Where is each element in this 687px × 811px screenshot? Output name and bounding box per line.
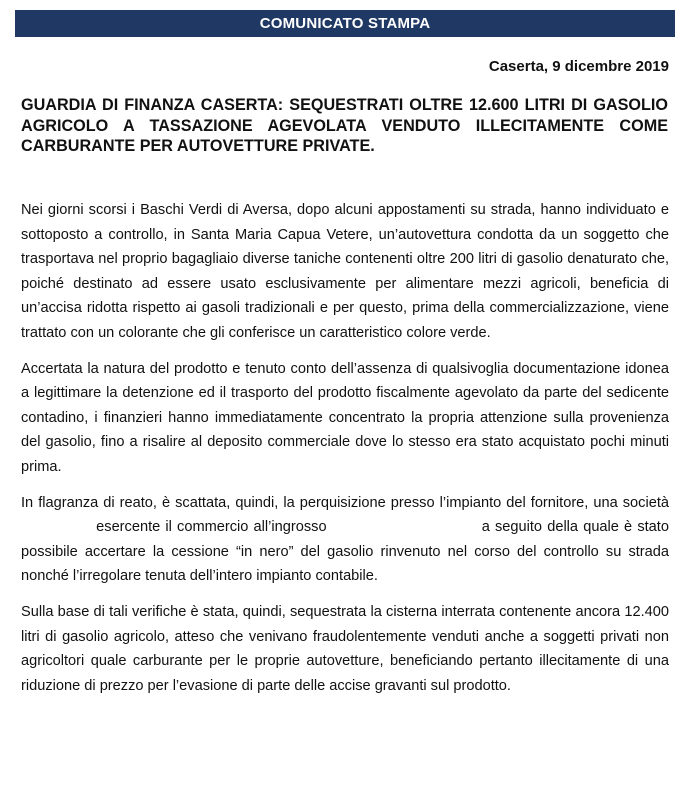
press-release-banner (15, 10, 675, 37)
banner-label: COMUNICATO STAMPA (259, 15, 431, 32)
article-body (21, 198, 669, 709)
paragraph-3 (21, 491, 669, 589)
paragraph-3-part-2: esercente il commercio all’ingrosso (96, 519, 327, 536)
paragraph-3-part-1: In flagranza di reato, è scattata, quindi, la perquisizione presso l’impianto del fornitore, una società (21, 494, 669, 511)
headline: GUARDIA DI FINANZA CASERTA: SEQUESTRATI OLTRE 12.600 LITRI DI GASOLIO AGRICOLO A TASSAZIONE AGEVOLATA VENDUTO ILLECITAMENTE COME CARBURANTE PER AUTOVETTURE PRIVATE. (21, 96, 668, 155)
paragraph-4: Sulla base di tali verifiche è stata, quindi, sequestrata la cisterna interrata contenente ancora 12.400 litri di gasolio agricolo, atteso che venivano fraudolentemente venduti anche a soggetti privati non agricoltori quale carburante per le proprie autovetture, beneficiando pertanto illecitamente di una riduzione di prezzo per l’evasione di parte delle accise gravanti sul prodotto. (21, 603, 669, 694)
paragraph-3-part-3: a seguito della quale è stato possibile accertare la cessione “in nero” del gasolio rinvenuto nel corso del controllo su strada nonché l’irregolare tenuta dell’intero impianto contabile. (21, 519, 669, 585)
paragraph-2: Accertata la natura del prodotto e tenuto conto dell’assenza di qualsivoglia documentazione idonea a legittimare la detenzione ed il trasporto del prodotto fiscalmente agevolato da parte del sedicente contadino, i finanzieri hanno immediatamente concentrato la propria attenzione sulla provenienza del gasolio, fino a risalire al deposito commerciale dove lo stesso era stato acquistato pochi minuti prima. (21, 360, 669, 475)
paragraph-1: Nei giorni scorsi i Baschi Verdi di Aversa, dopo alcuni appostamenti su strada, hanno individuato e sottoposto a controllo, in Santa Maria Capua Vetere, un’autovettura condotta da un soggetto che trasportava nel proprio bagagliaio diverse taniche contenenti oltre 200 litri di gasolio denaturato che, poiché destinato ad essere usato esclusivamente per alimentare mezzi agricoli, beneficia di un’accisa ridotta rispetto ai gasoli tradizionali e per questo, prima della commercializzazione, viene trattato con un colorante che gli conferisce un caratteristico colore verde. (21, 202, 669, 341)
dateline: Caserta, 9 dicembre 2019 (488, 58, 669, 75)
